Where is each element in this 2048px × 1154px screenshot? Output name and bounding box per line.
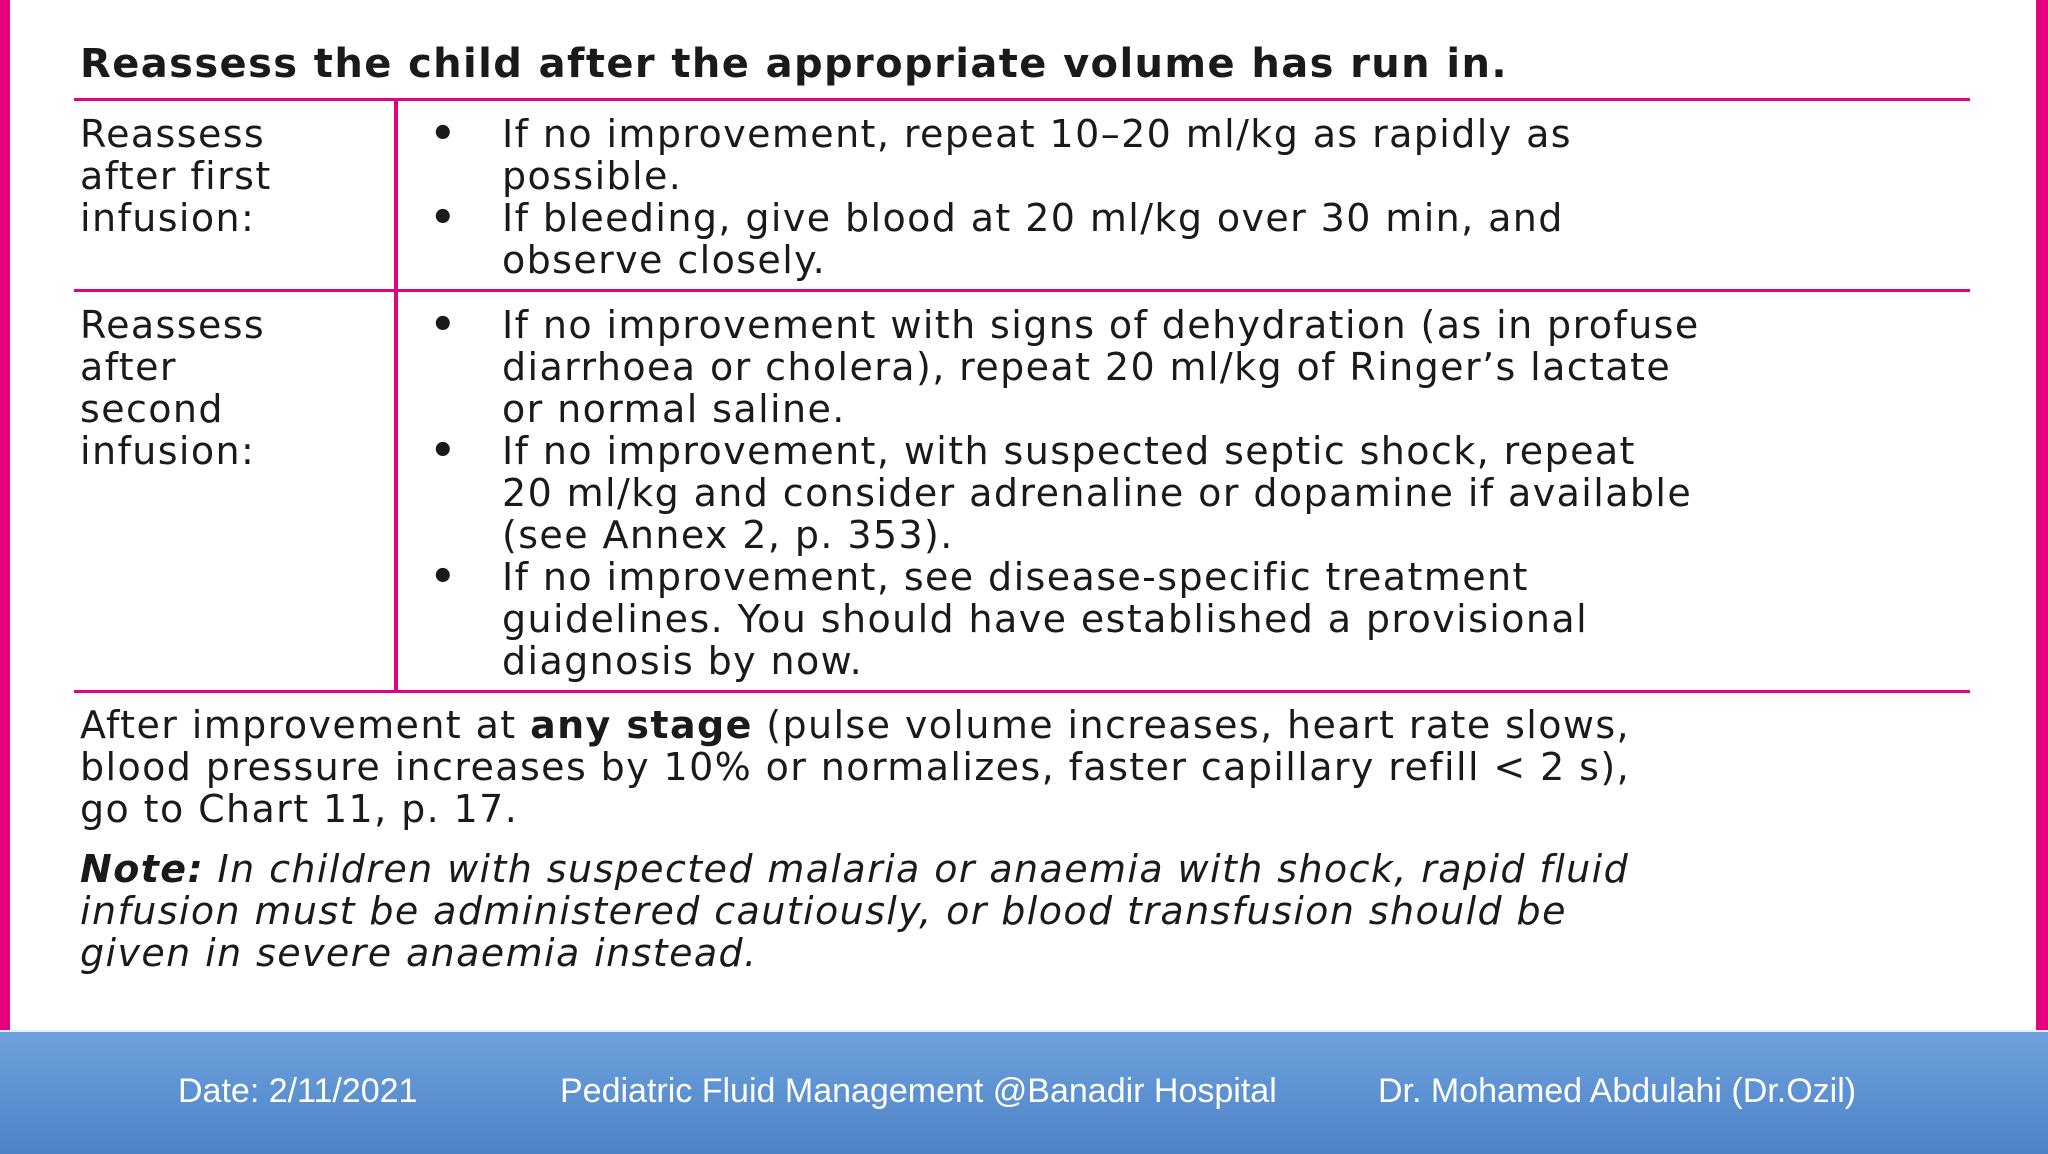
after-improvement-lead: After improvement at bbox=[80, 703, 531, 747]
note-paragraph bbox=[80, 848, 1980, 974]
note-line: given in severe anaemia instead. bbox=[80, 931, 758, 975]
bullet-dot-icon: • bbox=[430, 554, 456, 600]
bullet-item bbox=[398, 113, 1970, 197]
row-label-line: Reassess bbox=[80, 112, 266, 156]
bullet-line: If no improvement, see disease-specific treatment bbox=[502, 555, 1529, 599]
row-content bbox=[398, 292, 1970, 690]
bullet-item bbox=[398, 556, 1970, 682]
bullet-text bbox=[502, 197, 1970, 281]
note-line bbox=[80, 848, 1980, 890]
bullet-line: observe closely. bbox=[502, 238, 827, 282]
bullet-line: diarrhoea or cholera), repeat 20 ml/kg of Ringer’s lactate bbox=[502, 345, 1672, 389]
bullet-text bbox=[502, 113, 1970, 197]
bullet-line: diagnosis by now. bbox=[502, 639, 864, 683]
bullet-line: If no improvement, repeat 10–20 ml/kg as rapidly as bbox=[502, 112, 1572, 156]
bullet-text bbox=[502, 304, 1970, 430]
row-label bbox=[74, 101, 398, 289]
bullet-line: If no improvement, with suspected septic shock, repeat bbox=[502, 429, 1636, 473]
footer-title: Pediatric Fluid Management @Banadir Hospital bbox=[560, 1072, 1277, 1110]
bullet-text bbox=[502, 430, 1970, 556]
bullet-item bbox=[398, 197, 1970, 281]
bullet-line: or normal saline. bbox=[502, 387, 846, 431]
note-label: Note: bbox=[80, 847, 205, 891]
bullet-line: 20 ml/kg and consider adrenaline or dopamine if available bbox=[502, 471, 1693, 515]
any-stage-emphasis: any stage bbox=[530, 703, 753, 747]
table-row-first-infusion bbox=[74, 98, 1970, 289]
section-heading: Reassess the child after the appropriate volume has run in. bbox=[80, 41, 1508, 87]
bullet-item bbox=[398, 430, 1970, 556]
row-label-line: infusion: bbox=[80, 429, 256, 473]
row-label bbox=[74, 292, 398, 690]
footer-date: Date: 2/11/2021 bbox=[178, 1072, 418, 1110]
bullet-line: If bleeding, give blood at 20 ml/kg over 30 min, and bbox=[502, 196, 1564, 240]
row-label-line: second bbox=[80, 387, 224, 431]
bullet-line: possible. bbox=[502, 154, 683, 198]
after-improvement-paragraph bbox=[80, 704, 1980, 830]
row-label-line: after bbox=[80, 345, 177, 389]
row-label-line: infusion: bbox=[80, 196, 256, 240]
bullet-dot-icon: • bbox=[430, 428, 456, 474]
table-row-second-infusion bbox=[74, 289, 1970, 693]
row-label-line: Reassess bbox=[80, 303, 266, 347]
footer-author: Dr. Mohamed Abdulahi (Dr.Ozil) bbox=[1378, 1072, 1857, 1110]
bullet-dot-icon: • bbox=[430, 302, 456, 348]
note-text: In children with suspected malaria or anaemia with shock, rapid fluid bbox=[204, 847, 1630, 891]
row-content bbox=[398, 101, 1970, 289]
bullet-item bbox=[398, 304, 1970, 430]
after-improvement-line: blood pressure increases by 10% or normalizes, faster capillary refill < 2 s), bbox=[80, 745, 1631, 789]
bullet-text bbox=[502, 556, 1970, 682]
bullet-line: If no improvement with signs of dehydration (as in profuse bbox=[502, 303, 1700, 347]
after-improvement-tail: (pulse volume increases, heart rate slows, bbox=[752, 703, 1631, 747]
bullet-line: (see Annex 2, p. 353). bbox=[502, 513, 954, 557]
bullet-dot-icon: • bbox=[430, 195, 456, 241]
bullet-dot-icon: • bbox=[430, 111, 456, 157]
after-improvement-line: go to Chart 11, p. 17. bbox=[80, 787, 519, 831]
after-improvement-line bbox=[80, 704, 1980, 746]
row-label-line: after first bbox=[80, 154, 272, 198]
footer-bar bbox=[0, 1030, 2048, 1154]
note-line: infusion must be administered cautiously, or blood transfusion should be bbox=[80, 889, 1567, 933]
reassessment-table bbox=[74, 98, 1970, 693]
bullet-line: guidelines. You should have established a provisional bbox=[502, 597, 1589, 641]
